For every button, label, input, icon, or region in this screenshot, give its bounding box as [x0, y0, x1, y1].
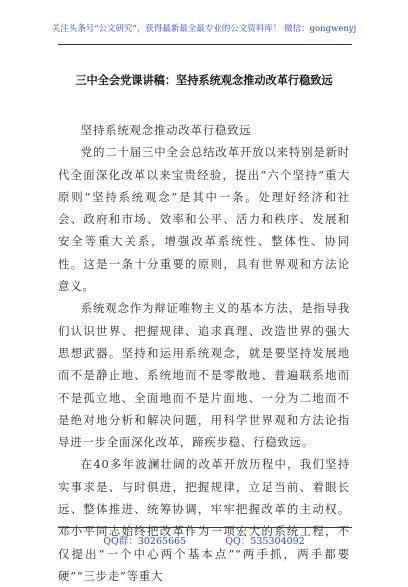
footer-qq-group: QQ群：30265665 — [103, 536, 187, 547]
document-body — [58, 119, 350, 587]
body-paragraph-2: 系统观念作为辩证唯物主义的基本方法，是指导我们认识世界、把握规律、追求真理、改造世界的强大思想武器。坚持和运用系统观念，就是要坚持发展地而不是静止地、系统地而不是零散地、普遍联系地而不是孤立地、全面地而不是片面地、一分为二地而不是绝对地分析和解决问题，用科学世界观和方法论指导进一步全面深化改革，蹄疾步稳、行稳致远。 — [58, 301, 350, 450]
footer-qq-number: QQ：535304092 — [225, 536, 305, 547]
footer-contact — [0, 533, 408, 547]
footer-divider — [58, 527, 352, 528]
body-paragraph-3: 在40多年波澜壮阔的改革开放历程中，我们坚持实事求是、与时俱进，把握规律，立足当前、着眼长远、整体推进、统筹协调，牢牢把握改革的主动权。邓小平同志始终把改革作为一项宏大的系统工程，不仅提出“一个中心两个基本点”“两手抓，两手都要硬”“三步走”等重大 — [58, 457, 350, 583]
document-title: 三中全会党课讲稿：坚持系统观念推动改革行稳致远 — [75, 73, 333, 87]
header-divider — [58, 44, 352, 45]
header-promo-text: 关注头条号“公文研究”，获得最新最全最专业的公文资料库！ 微信：gongwenyj — [51, 24, 357, 34]
body-paragraph-1: 党的二十届三中全会总结改革开放以来特别是新时代全面深化改革以来宝贵经验，提出“六个坚持”重大原则“坚持系统观念”是其中一条。处理好经济和社会、政府和市场、效率和公平、活力和秩序、发展和安全等重大关系，增强改革系统性、整体性、协同性。这是一条十分重要的原则，具有世界观和方法论意义。 — [58, 145, 350, 294]
document-subheading: 坚持系统观念推动改革行稳致远 — [80, 123, 252, 137]
